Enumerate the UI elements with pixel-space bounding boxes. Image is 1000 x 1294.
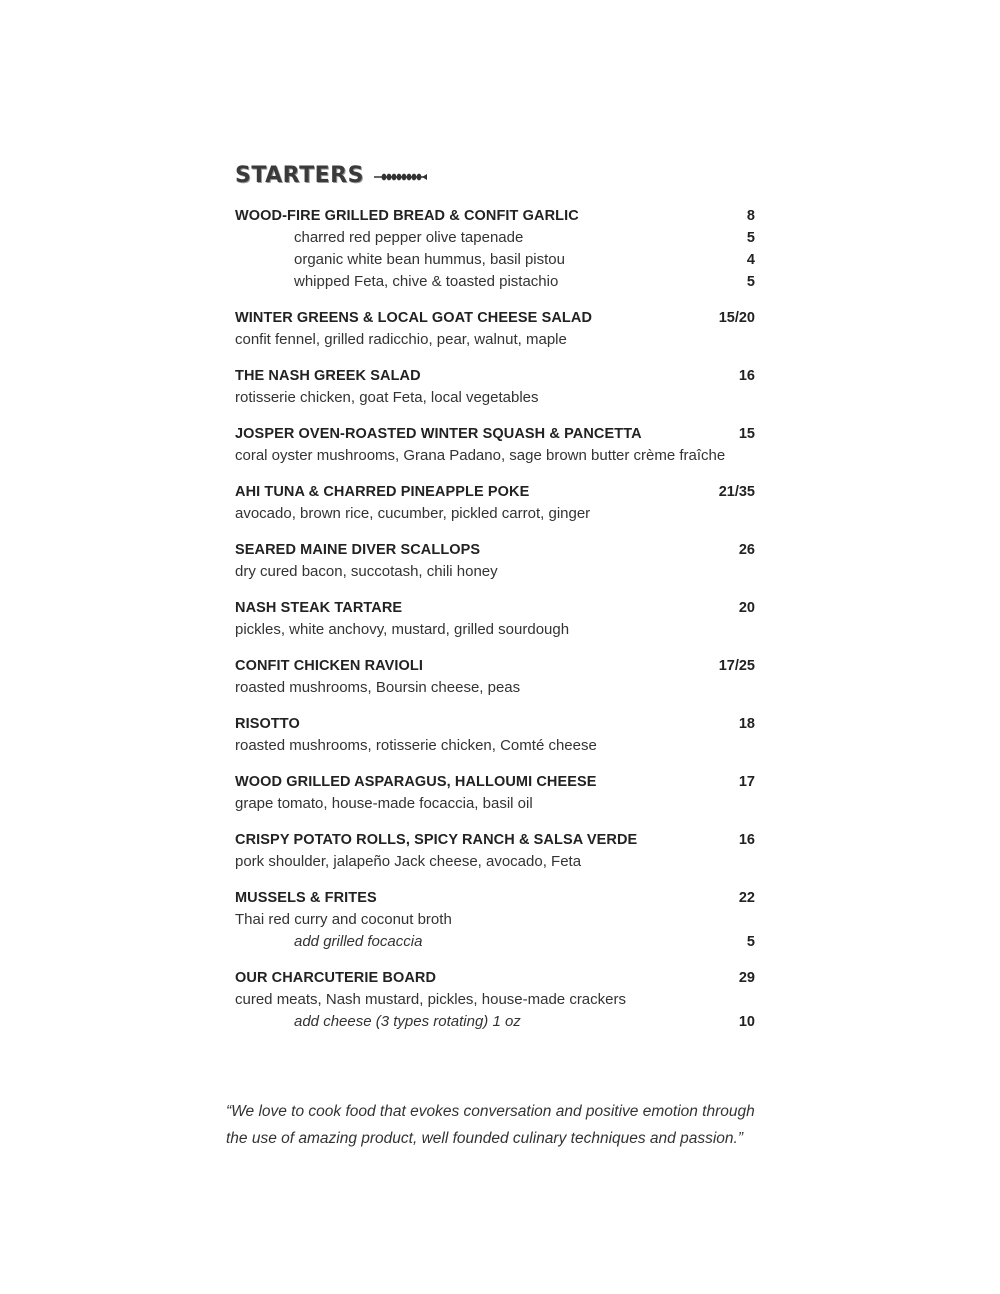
menu-item-name: WINTER GREENS & LOCAL GOAT CHEESE SALAD (235, 310, 593, 326)
menu-item-description: coral oyster mushrooms, Grana Padano, sage brown butter crème fraîche (235, 447, 726, 464)
menu-sub-item-text: whipped Feta, chive & toasted pistachio (294, 273, 559, 290)
menu-item-description-row (235, 989, 755, 1011)
menu-item-description: grape tomato, house-made focaccia, basil oil (235, 795, 533, 812)
menu-item-price: 29 (738, 970, 755, 986)
menu-item (235, 481, 755, 525)
menu-item-header (235, 365, 755, 387)
menu-addon (235, 931, 755, 953)
menu-item-description: pork shoulder, jalapeño Jack cheese, avocado, Feta (235, 853, 582, 870)
menu-item-price: 15/20 (718, 310, 755, 326)
menu-item (235, 365, 755, 409)
menu-item-description-row (235, 561, 755, 583)
menu-addon-text: add grilled focaccia (294, 933, 423, 950)
menu-item-header (235, 655, 755, 677)
menu-sub-item (235, 271, 755, 293)
menu-item-name: JOSPER OVEN-ROASTED WINTER SQUASH & PANCETTA (235, 426, 642, 442)
menu-item-header (235, 713, 755, 735)
menu-item (235, 205, 755, 293)
menu-item-price: 8 (746, 208, 755, 224)
menu-sub-item-price: 4 (746, 252, 755, 268)
menu-item-description: cured meats, Nash mustard, pickles, house-made crackers (235, 991, 626, 1008)
menu-addon-price: 5 (746, 934, 755, 950)
menu-item-description: dry cured bacon, succotash, chili honey (235, 563, 498, 580)
quote-line: the use of amazing product, well founded culinary techniques and passion.” (226, 1130, 743, 1147)
menu-item-description: roasted mushrooms, Boursin cheese, peas (235, 679, 521, 696)
menu-item-header (235, 205, 755, 227)
menu-item-description-row (235, 387, 755, 409)
menu-addon-text: add cheese (3 types rotating) 1 oz (294, 1013, 521, 1030)
menu-item-price: 17 (738, 774, 755, 790)
menu-addon-price: 10 (738, 1014, 755, 1030)
menu-item-description: avocado, brown rice, cucumber, pickled carrot, ginger (235, 505, 591, 522)
menu-item (235, 887, 755, 953)
menu-item-description-row (235, 503, 755, 525)
menu-sub-item-price: 5 (746, 274, 755, 290)
menu-item (235, 713, 755, 757)
section-heading (235, 160, 428, 192)
menu-item-header (235, 771, 755, 793)
menu-item-description: roasted mushrooms, rotisserie chicken, Comté cheese (235, 737, 597, 754)
menu-item-name: WOOD-FIRE GRILLED BREAD & CONFIT GARLIC (235, 208, 579, 224)
menu-item-description-row (235, 735, 755, 757)
menu-item (235, 597, 755, 641)
menu-item-name: CONFIT CHICKEN RAVIOLI (235, 658, 424, 674)
menu-item-name: OUR CHARCUTERIE BOARD (235, 970, 437, 986)
menu-item-price: 16 (738, 368, 755, 384)
menu-item (235, 539, 755, 583)
menu-item-header (235, 423, 755, 445)
menu-item-price: 21/35 (718, 484, 755, 500)
menu-item-header (235, 481, 755, 503)
menu-item-price: 16 (738, 832, 755, 848)
menu-item-description-row (235, 677, 755, 699)
menu-item-description-row (235, 619, 755, 641)
menu-item-description-row (235, 445, 755, 467)
menu-item-name: THE NASH GREEK SALAD (235, 368, 421, 384)
menu-item-price: 20 (738, 600, 755, 616)
menu-item-header (235, 307, 755, 329)
menu-item (235, 771, 755, 815)
menu-item-description-row (235, 329, 755, 351)
menu-item-description: Thai red curry and coconut broth (235, 911, 452, 928)
menu-item-header (235, 539, 755, 561)
menu-item-header (235, 887, 755, 909)
menu-item-name: NASH STEAK TARTARE (235, 600, 403, 616)
menu-item-header (235, 829, 755, 851)
menu-item (235, 967, 755, 1033)
menu-item (235, 829, 755, 873)
menu-item-price: 22 (738, 890, 755, 906)
menu-list (235, 205, 755, 1047)
menu-sub-item-text: charred red pepper olive tapenade (294, 229, 524, 246)
menu-addon (235, 1011, 755, 1033)
menu-item-price: 18 (738, 716, 755, 732)
menu-item-description-row (235, 851, 755, 873)
menu-item (235, 655, 755, 699)
menu-item-description-row (235, 793, 755, 815)
quote-line: “We love to cook food that evokes conversation and positive emotion through (226, 1103, 755, 1120)
menu-item-description: rotisserie chicken, goat Feta, local vegetables (235, 389, 539, 406)
menu-item-description-row (235, 909, 755, 931)
menu-sub-item-price: 5 (746, 230, 755, 246)
menu-item-price: 15 (738, 426, 755, 442)
menu-item-header (235, 967, 755, 989)
menu-item-header (235, 597, 755, 619)
menu-item-description: pickles, white anchovy, mustard, grilled sourdough (235, 621, 570, 638)
menu-item-price: 26 (738, 542, 755, 558)
menu-sub-item-text: organic white bean hummus, basil pistou (294, 251, 565, 268)
menu-item-name: MUSSELS & FRITES (235, 890, 377, 906)
menu-item (235, 307, 755, 351)
menu-item-name: RISOTTO (235, 716, 300, 732)
section-title: STARTERS (235, 163, 364, 188)
menu-item (235, 423, 755, 467)
menu-item-name: WOOD GRILLED ASPARAGUS, HALLOUMI CHEESE (235, 774, 597, 790)
menu-item-name: AHI TUNA & CHARRED PINEAPPLE POKE (235, 484, 530, 500)
menu-item-name: SEARED MAINE DIVER SCALLOPS (235, 542, 481, 558)
menu-sub-item (235, 227, 755, 249)
menu-sub-item (235, 249, 755, 271)
menu-item-name: CRISPY POTATO ROLLS, SPICY RANCH & SALSA VERDE (235, 832, 638, 848)
wheat-stalk-icon (374, 168, 428, 187)
menu-item-price: 17/25 (718, 658, 755, 674)
menu-item-description: confit fennel, grilled radicchio, pear, walnut, maple (235, 331, 567, 348)
chef-quote (226, 1098, 786, 1152)
